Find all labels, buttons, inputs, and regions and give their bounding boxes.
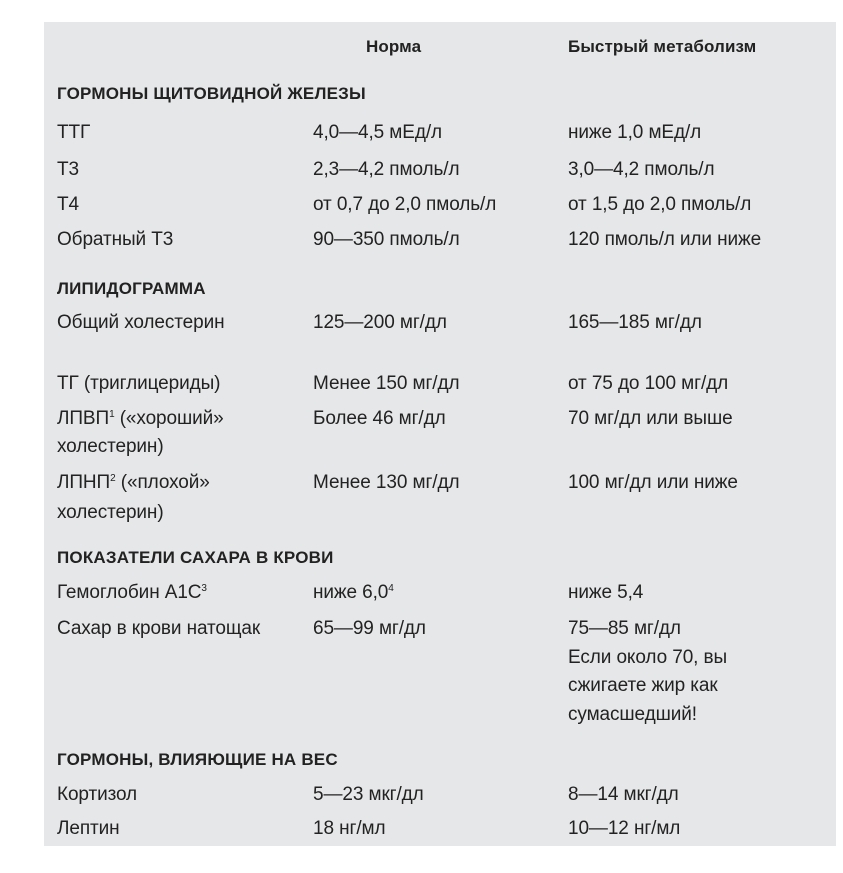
row-name-t4: Т4 [57,194,79,215]
row-fast-total-cholesterol: 165—185 мг/дл [568,312,702,333]
row-fast-t3: 3,0—4,2 пмоль/л [568,159,715,180]
row-fast-reverse-t3: 120 пмоль/л или ниже [568,229,762,250]
row-norm-ldl: Менее 130 мг/дл [313,472,460,493]
row-name-ldl-line2: холестерин) [57,502,164,523]
row-name-ldl: ЛПНП$^2$ («плохой» [57,472,210,493]
row-name-total-cholesterol: Общий холестерин [57,312,225,333]
column-header-norm: Норма [366,37,422,56]
row-fast-fasting-sugar-note2: сжигаете жир как [568,675,718,696]
row-norm-leptin: 18 нг/мл [313,818,386,839]
row-norm-hba1c: ниже $6,0^4$ [313,582,394,603]
row-name-ttg: ТТГ [57,122,91,143]
row-name-hdl-line2: холестерин) [57,436,164,457]
row-fast-hba1c: ниже 5,4 [568,582,644,603]
row-fast-hdl: 70 мг/дл или выше [568,408,733,429]
row-name-hba1c: Гемоглобин $А1С^3$ [57,582,207,603]
section-title-lipidogram: ЛИПИДОГРАММА [57,279,206,298]
row-norm-triglycerides: Менее 150 мг/дл [313,373,460,394]
row-fast-triglycerides: от 75 до 100 мг/дл [568,373,729,394]
row-norm-fasting-sugar: 65—99 мг/дл [313,618,426,639]
row-fast-fasting-sugar-note3: сумасшедший! [568,704,697,725]
row-norm-t4: от 0,7 до 2,0 пмоль/л [313,194,497,215]
row-norm-ttg: 4,0—4,5 мЕд/л [313,122,442,143]
row-fast-ttg: ниже 1,0 мЕд/л [568,122,702,143]
section-title-blood-sugar: ПОКАЗАТЕЛИ САХАРА В КРОВИ [57,548,334,567]
section-title-weight-hormones: ГОРМОНЫ, ВЛИЯЮЩИЕ НА ВЕС [57,750,338,769]
row-fast-leptin: 10—12 нг/мл [568,818,681,839]
section-title-thyroid: ГОРМОНЫ ЩИТОВИДНОЙ ЖЕЛЕЗЫ [57,84,366,103]
row-fast-fasting-sugar: 75—85 мг/дл [568,618,681,639]
row-fast-cortisol: 8—14 мкг/дл [568,784,679,805]
row-fast-fasting-sugar-note1: Если около 70, вы [568,647,728,668]
row-fast-ldl: 100 мг/дл или ниже [568,472,738,493]
row-name-reverse-t3: Обратный Т3 [57,229,174,250]
row-name-fasting-sugar: Сахар в крови натощак [57,618,261,639]
column-header-fast-metabolism: Быстрый метаболизм [568,37,757,56]
row-name-leptin: Лептин [57,818,120,839]
row-name-cortisol: Кортизол [57,784,138,805]
row-name-hdl: ЛПВП$^1$ («хороший» [57,408,224,429]
row-norm-total-cholesterol: 125—200 мг/дл [313,312,447,333]
row-norm-reverse-t3: 90—350 пмоль/л [313,229,460,250]
row-name-triglycerides: ТГ (триглицериды) [57,373,221,394]
row-norm-cortisol: 5—23 мкг/дл [313,784,424,805]
row-norm-t3: 2,3—4,2 пмоль/л [313,159,460,180]
row-fast-t4: от 1,5 до 2,0 пмоль/л [568,194,752,215]
row-norm-hdl: Более 46 мг/дл [313,408,446,429]
row-name-t3: Т3 [57,159,79,180]
